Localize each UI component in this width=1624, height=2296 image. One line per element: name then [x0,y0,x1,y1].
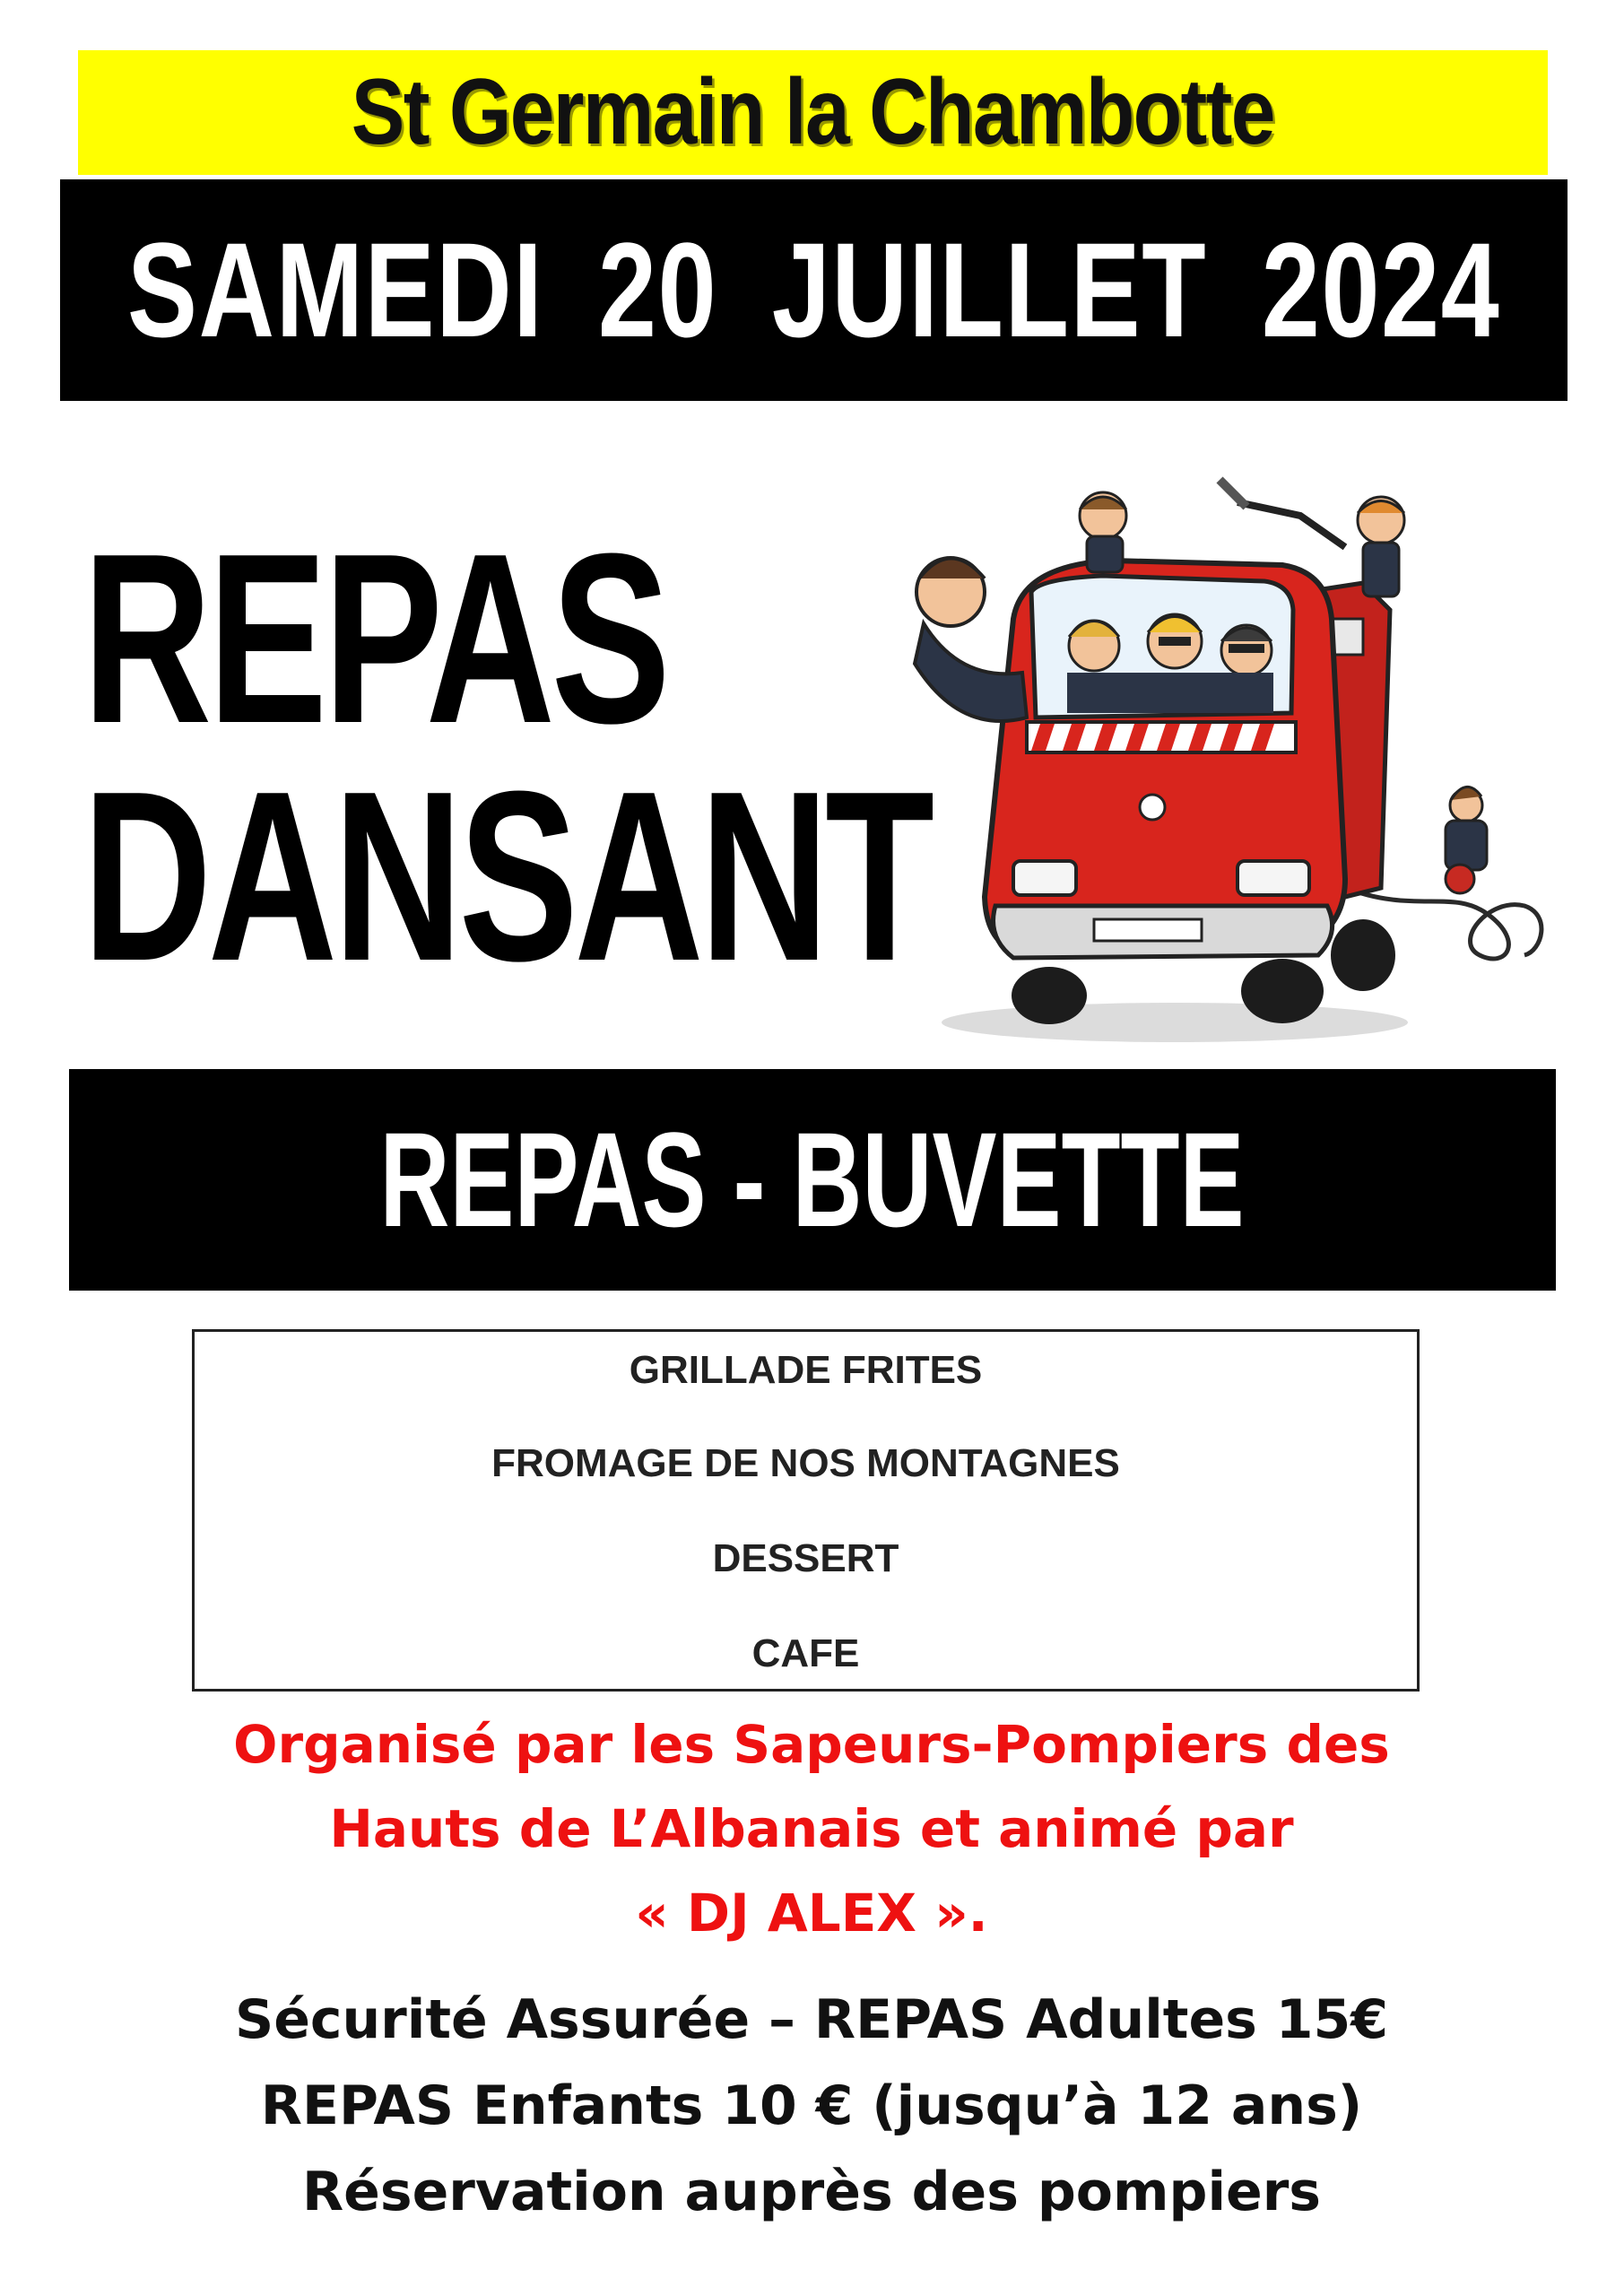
meal-bar-title: REPAS - BUVETTE [379,1104,1246,1255]
menu-item: FROMAGE DE NOS MONTAGNES [491,1441,1120,1485]
menu-box [192,1329,1420,1692]
event-date: SAMEDI 20 JUILLET 2024 [126,214,1501,365]
organizer-text [81,1702,1542,1955]
info-line-1: Sécurité Assurée – REPAS Adultes 15€ [234,1988,1388,2051]
town-banner [78,50,1548,175]
organizer-line-3: « DJ ALEX ». [635,1883,988,1944]
fire-truck-illustration [879,466,1578,1058]
event-title [83,504,931,1012]
date-banner [60,179,1568,401]
info-line-3: Réservation auprès des pompiers [301,2161,1322,2223]
organizer-line-2: Hauts de L’Albanais et animé par [329,1798,1294,1859]
menu-item: DESSERT [712,1536,899,1580]
info-line-2: REPAS Enfants 10 € (jusqu’à 12 ans) [260,2074,1363,2137]
event-title-line-1: REPAS [83,504,667,774]
event-title-line-2: DANSANT [83,742,931,1012]
menu-item: GRILLADE FRITES [629,1348,983,1392]
menu-item: CAFE [751,1631,860,1675]
pricing-info [81,1977,1542,2235]
organizer-line-1: Organisé par les Sapeurs-Pompiers des [233,1714,1390,1775]
town-title: St Germain la Chambotte [352,60,1274,164]
meal-bar-banner [69,1069,1556,1291]
